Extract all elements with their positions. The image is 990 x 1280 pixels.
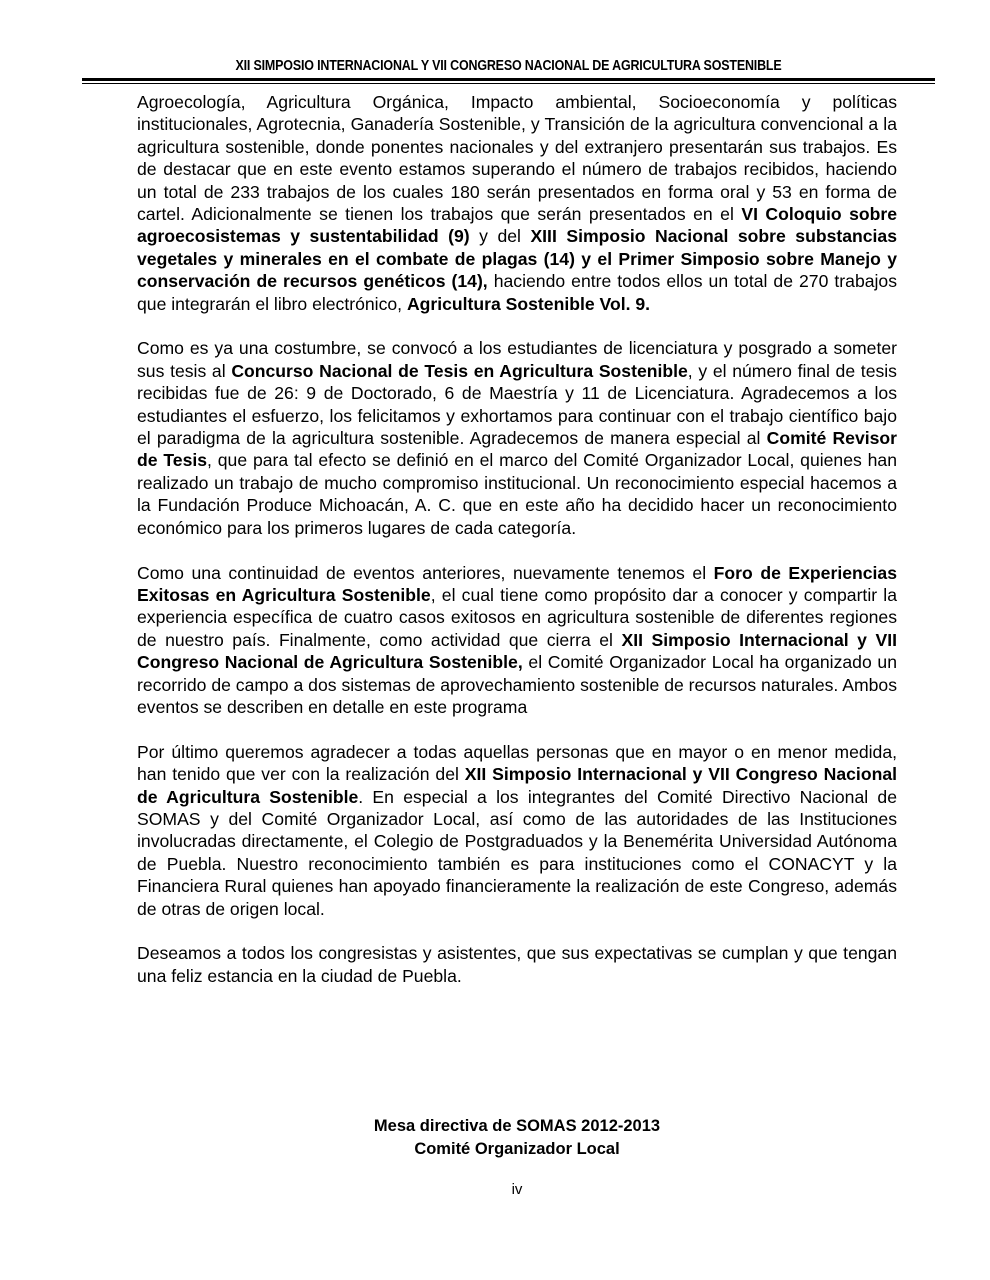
paragraph-5 [137,942,897,987]
paragraph-run-bold: Agricultura Sostenible Vol. 9. [406,293,651,314]
paragraph-4 [137,741,897,920]
header-rule-thin [82,83,935,84]
paragraph-run: Como es ya una costumbre, se convocó a los estudiantes de licenciatura y posgrado a someter sus tesis al [137,338,897,381]
paragraph-run-bold: Concurso Nacional de Tesis en Agricultura Sostenible [231,360,688,381]
paragraph-run: haciendo entre todos ellos un total de 270 trabajos que integrarán el libro electrónico, [137,271,897,314]
paragraph-run: Como una continuidad de eventos anteriores, nuevamente tenemos el [137,562,714,583]
running-header: XII SIMPOSIO INTERNACIONAL Y VII CONGRESO NACIONAL DE AGRICULTURA SOSTENIBLE [235,58,782,74]
body-text [137,91,897,1010]
paragraph-run: el Comité Organizador Local ha organizado un recorrido de campo a dos sistemas de aprovechamiento sostenible de recursos naturales. Ambos eventos se describen en detalle en este programa [137,652,897,717]
paragraph-run: , que para tal efecto se definió en el marco del Comité Organizador Local, quienes han realizado un trabajo de mucho compromiso institucional. Un reconocimiento especial hacemos a la Fundación Produce Michoacán, A. C. que en este año ha decidido hacer un reconocimiento económico para los primeros lugares de cada categoría. [137,450,897,538]
paragraph-run: Agroecología, Agricultura Orgánica, Impacto ambiental, Socioeconomía y políticas institucionales, Agrotecnia, Ganadería Sostenible, y Transición de la agricultura convencional a la agricultura sostenible, donde ponentes nacionales y del extranjero presentarán sus trabajos. Es de destacar que en este evento estamos superando el número de trabajos recibidos, haciendo un total de 233 trabajos de los cuales 180 serán presentados en forma oral y 53 en forma de cartel. Adicionalmente se tienen los trabajos que serán presentados en el [137,92,897,225]
signature-line-2: Comité Organizador Local [414,1140,620,1158]
paragraph-run: , y el número final de tesis recibidas fue de 26: 9 de Doctorado, 6 de Maestría y 11 de Licenciatura. Agradecemos a los estudiantes el esfuerzo, los felicitamos y exhortamos para continuar con el trabajo científico bajo el paradigma de la agricultura sostenible. Agradecemos de manera especial al [137,360,897,449]
paragraph-1 [137,91,897,315]
paragraph-run-bold: XII Simposio Internacional y VII Congreso Nacional de Agricultura Sostenible [137,764,897,807]
paragraph-run: . En especial a los integrantes del Comité Directivo Nacional de SOMAS y del Comité Organizador Local, así como de las autoridades de las Instituciones involucradas directamente, el Colegio de Postgraduados y la Benemérita Universidad Autónoma de Puebla. Nuestro reconocimiento también es para instituciones como el CONACYT y la Financiera Rural quienes han apoyado financieramente la realización de este Congreso, además de otras de origen local. [137,786,897,919]
paragraph-run: Deseamos a todos los congresistas y asistentes, que sus expectativas se cumplan y que tengan una feliz estancia en la ciudad de Puebla. [137,943,897,986]
header-rule [82,78,935,84]
paragraph-run-bold: Foro de Experiencias Exitosas en Agricultura Sostenible [137,562,897,605]
paragraph-run-bold: XII Simposio Internacional y VII Congreso Nacional de Agricultura Sostenible, [137,629,897,673]
paragraph-run-bold: Comité Revisor de Tesis [137,428,897,471]
paragraph-run-bold: XIII Simposio Nacional sobre substancias vegetales y minerales en el combate de plagas (14) y el Primer Simposio sobre Manejo y conservación de recursos genéticos (14), [137,226,897,292]
paragraph-2 [137,337,897,539]
paragraph-run: y del [469,226,531,247]
page-number: iv [511,1181,523,1198]
paragraph-3 [137,562,897,719]
signature-block [137,1115,897,1161]
signature-line-1: Mesa directiva de SOMAS 2012-2013 [373,1117,661,1135]
header-rule-thick [82,78,935,81]
paragraph-run-bold: VI Coloquio sobre agroecosistemas y sustentabilidad (9) [137,204,897,247]
paragraph-run: , el cual tiene como propósito dar a conocer y compartir la experiencia específica de cuatro casos exitosos en agricultura sostenible de diferentes regiones de nuestro país. Finalmente, como actividad que cierra el [137,584,897,650]
paragraph-run: Por último queremos agradecer a todas aquellas personas que en mayor o en menor medida, han tenido que ver con la realización del [137,741,897,785]
